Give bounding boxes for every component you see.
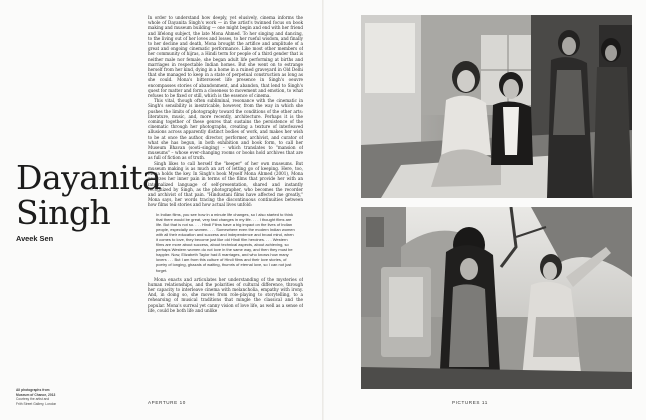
- article-title: Dayanita Singh: [16, 158, 162, 232]
- photograph-outdoor-image: [361, 207, 632, 389]
- body-paragraph: This vital, though often subliminal, resonance with the cinematic in Singh's sensibility is inextricable, however, from the way in which she pushes the limits of photography toward the conditions of the other arts: literature, music, and, more recently, architecture. Perhaps it is the coming together of these genres that sustains the persistence of the cinematic through her photographs, creating a texture of interleaved allusions across apparently distinct bodies of work, and makes her wish to be at once the author, director, performer, archivist, and curator of what she has begun, in both exhibition and book form, to call her Museum Bhavan (sooti–singing) – which translates to "mansion of museums" – whose ever-changing rooms or books hold archives that are as full of fiction as of truth.: [148, 98, 303, 161]
- folio-left: APERTURE 10: [148, 400, 186, 405]
- body-paragraph: Mona enacts and articulates her understanding of the mysteries of human relationships, and the polarities of cultural difference, through her capacity to interleave cinema with melancholia, empathy with irony. And, in doing so, she moves from role-playing to storytelling, to a rehearsing of musical traditions that mingle the classical and the popular. Mona's surreal yet canny vision of love life, as well as a sense of life, could be both life and unlike: [148, 276, 303, 313]
- photograph-interior-scene: [361, 15, 632, 198]
- article-body-column: [148, 15, 303, 393]
- credit-line-3: Frith Street Gallery, London: [16, 401, 57, 406]
- credit-heading: All photographs from: [16, 388, 50, 392]
- page-gutter: [322, 0, 324, 420]
- body-paragraph: Singh likes to call herself the "keeper" of her own museums. But museum making is as much an art of letting go of keeping. Here, too, Mona holds the key. In Singh's book Myself Mona Ahmed (2001), Mona analyzes her inner pain in terms of the films that provide her with an internalized language of self-presentation, shared and instantly recognized by Singh, as the photographer, who becomes the recorder and archivist of that pain. "Hindustani films have affected me greatly," Mona says, her words tracing the discontinuous continuities between how films tell stories and how actual lives unfold:: [148, 160, 303, 208]
- credit-source: Museum of Chance, 2013: [16, 392, 56, 397]
- body-paragraph: In order to understand how deeply, yet elusively, cinema informs the whole of Dayanita Singh's work — in the artist's twinned focus on book making and museum building — one might begin and end with her friend and lifelong subject, the late Mona Ahmed. To her singing and dancing, to the living out of her loves and losses, to her rueful wisdom, and finally to her decline and death, Mona brought the artifice and amplitude of a great and ongoing cinematic performance. Like most other members of her community of hijras, a Hindi term for people of a third gender that is neither male nor female, she began adult life performing at births and marriages in respectable Indian homes. But she went on to estrange herself from her kind, dying in a home in a ruined graveyard in Old Delhi that she managed to keep in a state of perpetual construction as long as she could. Mona's bittersweet life presence in Singh's oeuvre encompasses stories of abandonment, and abandon, that lend to Singh's quest for matter and form a closeness to movement and emotion, to what refuses to be fixed or still, which is the essence of cinema.: [148, 15, 303, 99]
- photograph-interior-image: [361, 15, 632, 198]
- photo-credit: [16, 388, 102, 406]
- photograph-outdoor-scene: [361, 207, 632, 389]
- block-quote: In Indian films, you see how in a minute life changes, so I also started to think that there would be great, very fast changes in my life. . . . I thought films are life. But that is not so. . . . Hindi Films have a big impact on the lives of Indian people, especially on women. . . . Somewhere even the modern Indian women with all their education and success and independence and broad mind, when it comes to love, they become just like old Hindi film heroines. . . . Western films are more about success, about technical aspects, about achieving, so perhaps Western women do not love in the same way, and then they must be happier. Now, Elizabeth Taylor had 8 marriages, and who knows how many lovers . . . But I am from this culture of Hindi films and their love stories, of poetry of longing, ghazals of waiting, thumris of eternal love, so I can not just forget.: [156, 211, 295, 273]
- folio-right: PICTURES 11: [452, 400, 488, 405]
- credit-line-2: Courtesy the artist and: [16, 397, 50, 401]
- author-byline: Aveek Sen: [16, 234, 54, 243]
